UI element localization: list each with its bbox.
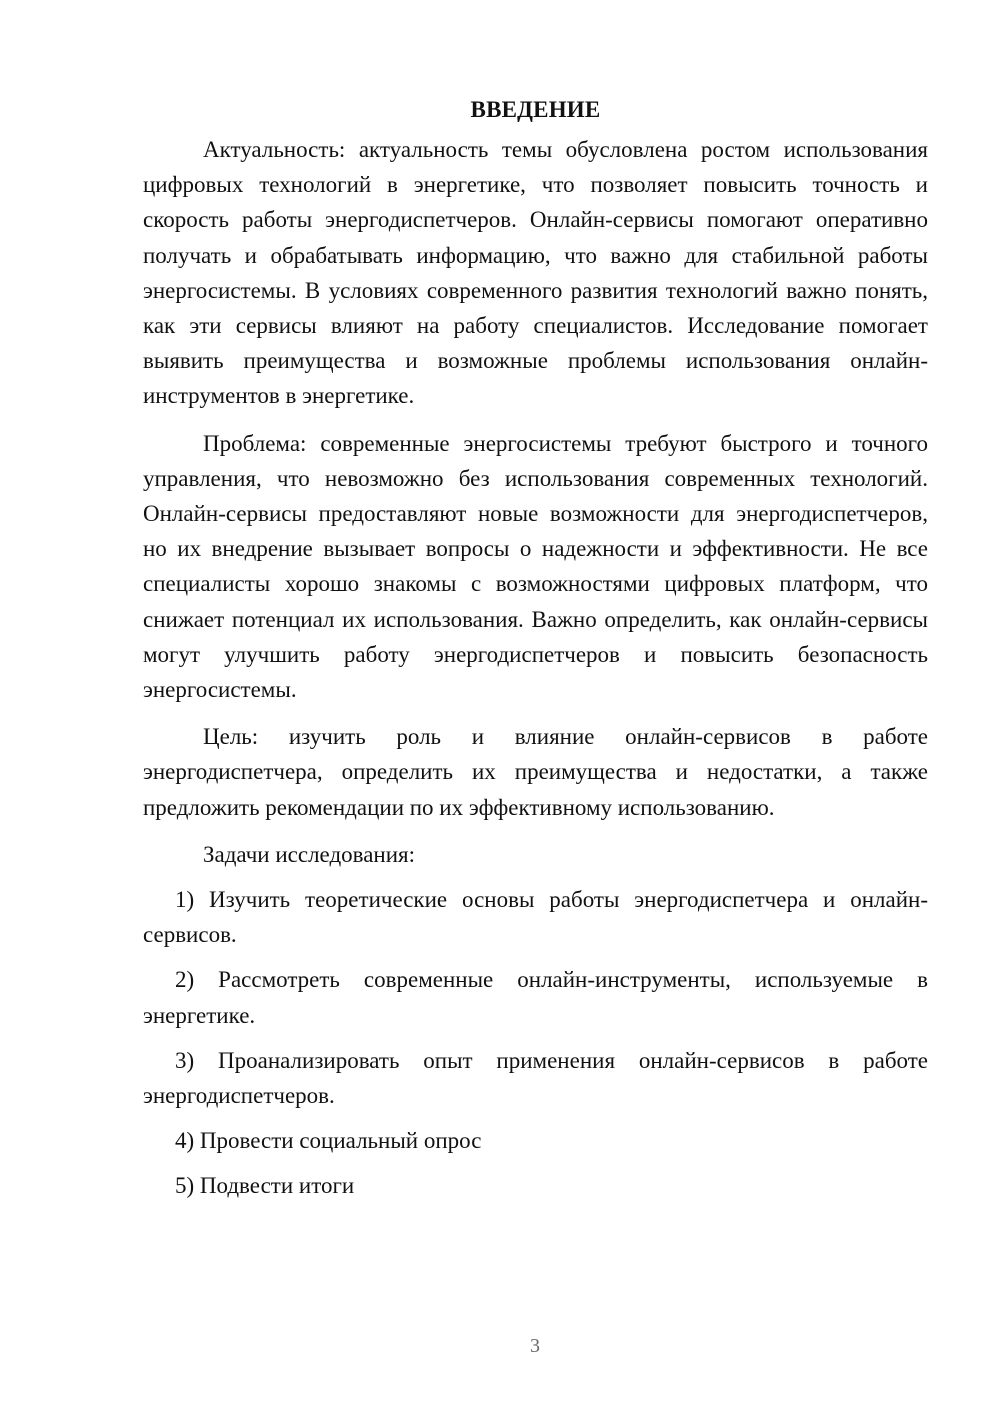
task-item-4: 4) Провести социальный опрос xyxy=(175,1128,482,1154)
goal-paragraph: Цель: изучить роль и влияние онлайн-сервисов в работе энергодиспетчера, определить их преимущества и недостатки, а также предложить рекомендации по их эффективному использованию. xyxy=(143,724,928,820)
relevance-paragraph: Актуальность: актуальность темы обусловлена ростом использования цифровых технологий в энергетике, что позволяет повысить точность и скорость работы энергодиспетчеров. Онлайн-сервисы помогают оперативно получать и обрабатывать информацию, что важно для стабильной работы энергосистемы. В условиях современного развития технологий важно понять, как эти сервисы влияют на работу специалистов. Исследование помогает выявить преимущества и возможные проблемы использования онлайн-инструментов в энергетике. xyxy=(143,137,928,409)
page-number: 3 xyxy=(530,1335,540,1357)
task-item-2: 2) Рассмотреть современные онлайн-инструменты, используемые в энергетике. xyxy=(143,967,928,1028)
task-item-5: 5) Подвести итоги xyxy=(175,1173,355,1199)
task-item-3: 3) Проанализировать опыт применения онлайн-сервисов в работе энергодиспетчеров. xyxy=(143,1047,928,1109)
task-item-1: 1) Изучить теоретические основы работы энергодиспетчера и онлайн-сервисов. xyxy=(143,887,928,948)
problem-paragraph: Проблема: современные энергосистемы требуют быстрого и точного управления, что невозможно без использования современных технологий. Онлайн-сервисы предоставляют новые возможности для энергодиспетчеров, но их внедрение вызывает вопросы о надежности и эффективности. Не все специалисты хорошо знакомы с возможностями цифровых платформ, что снижает потенциал их использования. Важно определить, как онлайн-сервисы могут улучшить работу энергодиспетчеров и повысить безопасность энергосистемы. xyxy=(143,430,928,703)
section-title: ВВЕДЕНИЕ xyxy=(470,97,601,122)
page-content xyxy=(143,92,928,1204)
tasks-heading: Задачи исследования: xyxy=(203,841,416,867)
